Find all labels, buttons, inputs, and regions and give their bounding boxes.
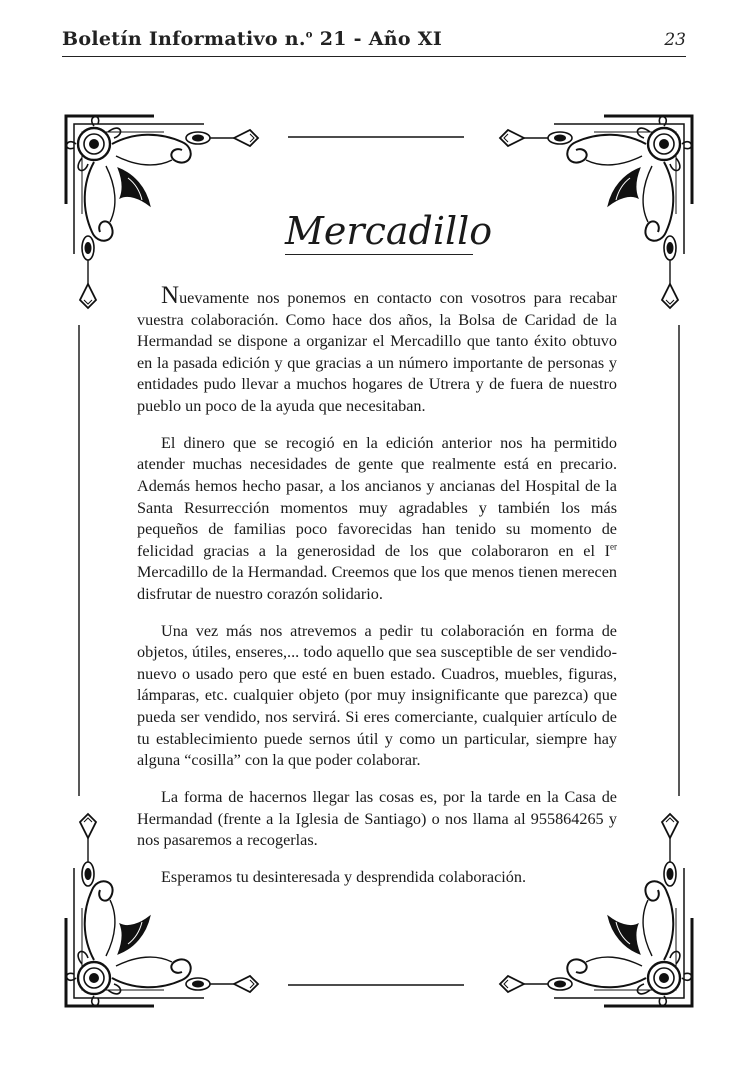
paragraph-5: Esperamos tu desinteresada y desprendida colaboración.	[161, 868, 526, 886]
page-number: 23	[664, 30, 686, 50]
initial-letter: N	[161, 282, 180, 309]
article-title: Mercadillo	[285, 209, 493, 253]
paragraph-2: El dinero que se recogió en la edición anterior nos ha permitido atender muchas necesidades de gente que realmente está en precario. Además hemos hecho pasar, a los ancianos y ancianas del Hospital de la Santa Resurrección momentos muy agradables y también los más pequeños de familias poco favorecidas han tenido su momento de felicidad gracias a la generosidad de los que colaboraron en el Ier Mercadillo de la Hermandad. Creemos que los que menos tienen merecen disfrutar de nuestro corazón solidario.	[137, 433, 617, 603]
paragraph-4: La forma de hacernos llegar las cosas es, por la tarde en la Casa de Hermandad (frente a la Iglesia de Santiago) o nos llama al 955864265 y nos pasaremos a recogerlas.	[137, 788, 617, 850]
paragraph-1: Nuevamente nos ponemos en contacto con vosotros para recabar vuestra colaboración. Como hace dos años, la Bolsa de Caridad de la Hermandad se dispone a organizar el Mercadillo que tanto éxito obtuvo en la pasada edición y que gracias a un número importante de personas y entidades pudo llevar a muchos hogares de Utrera y de fuera de nuestro pueblo un poco de la ayuda que necesitaban.	[137, 282, 617, 415]
publication-title: Boletín Informativo n.$^o$ 21 - Año XI	[62, 28, 443, 50]
paragraph-3: Una vez más nos atrevemos a pedir tu colaboración en forma de objetos, útiles, enseres,... todo aquello que sea susceptible de ser vendido- nuevo o usado pero que esté en buen estado. Cuadros, muebles, figuras, lámparas, etc. cualquier objeto (por muy insignificante que parezca) que pueda ser vendido, nos servirá. Si eres comerciante, cualquier artículo de tu establecimiento puede sernos útil y como un particular, siempre hay alguna “cosilla” con la que poder colaborar.	[137, 621, 617, 770]
article-body	[137, 282, 617, 904]
